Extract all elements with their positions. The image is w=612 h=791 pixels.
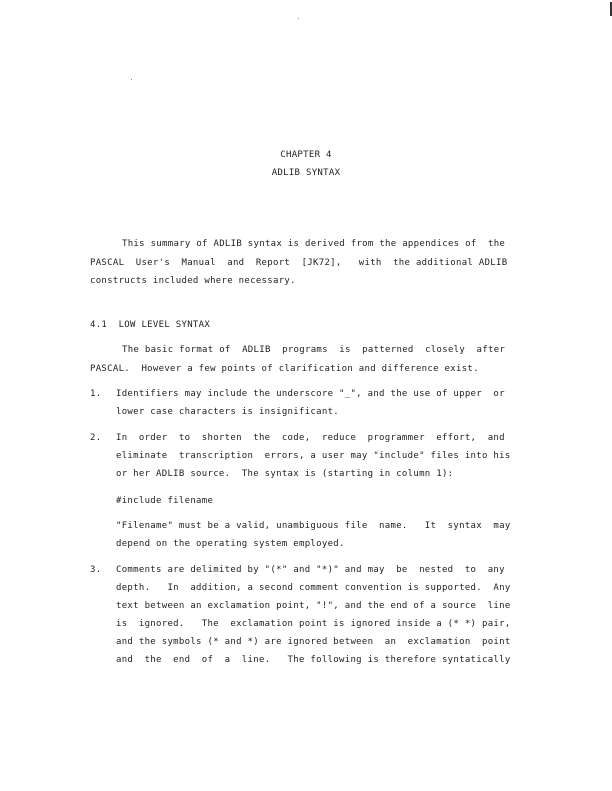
scan-speck [131,79,132,80]
item-line: depth. In addition, a second comment convention is supported. Any [116,583,511,593]
item-line: eliminate transcription errors, a user may "include" files into his [116,451,511,461]
item-number: 1. [90,389,102,399]
section-line: PASCAL. However a few points of clarification and difference exist. [90,364,479,374]
intro-line: PASCAL User's Manual and Report [JK72], with the additional ADLIB [90,258,508,268]
item-line: or her ADLIB source. The syntax is (starting in column 1): [116,469,454,479]
item-line: lower case characters is insignificant. [116,407,340,417]
intro-line: This summary of ADLIB syntax is derived from the appendices of the [122,239,506,249]
section-heading: 4.1 LOW LEVEL SYNTAX [90,320,211,330]
code-example: #include filename [116,496,214,506]
item-line: In order to shorten the code, reduce programmer effort, and [116,433,505,443]
item-note-line: "Filename" must be a valid, unambiguous file name. It syntax may [116,521,511,531]
chapter-number: CHAPTER 4 [280,150,332,160]
item-line: Comments are delimited by "(*" and "*)" and may be nested to any [116,565,505,575]
item-line: is ignored. The exclamation point is ignored inside a (* *) pair, [116,619,511,629]
chapter-title: ADLIB SYNTAX [271,168,341,178]
scan-speck [298,18,299,19]
item-note-line: depend on the operating system employed. [116,539,345,549]
item-line: Identifiers may include the underscore "_", and the use of upper or [116,389,505,399]
item-line: and the end of a line. The following is therefore syntatically [116,655,511,665]
intro-line: constructs included where necessary. [90,276,296,286]
item-number: 3. [90,565,102,575]
section-line: The basic format of ADLIB programs is patterned closely after [122,345,506,355]
item-number: 2. [90,433,102,443]
item-line: text between an exclamation point, "!", and the end of a source line [116,601,511,611]
item-line: and the symbols (* and *) are ignored between an exclamation point [116,637,511,647]
